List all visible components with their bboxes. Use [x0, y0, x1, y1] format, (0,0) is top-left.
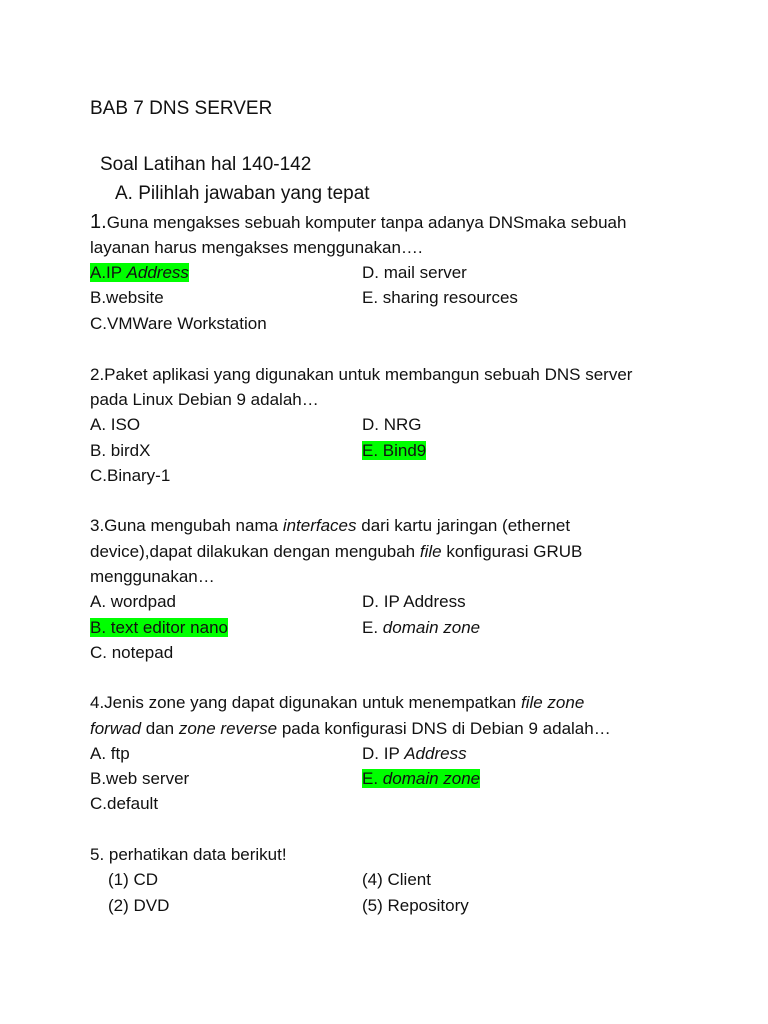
question-2-line-1: 2.Paket aplikasi yang digunakan untuk membangun sebuah DNS server	[90, 365, 633, 384]
q3-text-part: dari kartu jaringan (ethernet	[356, 516, 571, 535]
question-1-option-d: D. mail server	[362, 263, 467, 282]
question-1-option-a	[90, 262, 189, 284]
section-heading: A. Pilihlah jawaban yang tepat	[115, 183, 370, 204]
question-3-line-2	[90, 541, 582, 563]
question-1-option-b: B.website	[90, 288, 164, 307]
option-a-prefix: A.IP	[90, 263, 127, 282]
question-4-option-b: B.web server	[90, 769, 190, 788]
question-5-item-1: (1) CD	[108, 870, 159, 889]
question-5-item-5: (5) Repository	[362, 896, 469, 915]
question-1-line-2: layanan harus mengakses menggunakan….	[90, 238, 423, 257]
question-2-line-2: pada Linux Debian 9 adalah…	[90, 390, 319, 409]
q4-italic-part: zone reverse	[178, 719, 278, 738]
option-d-prefix: D. IP	[362, 744, 405, 763]
answer-highlight	[362, 769, 480, 788]
page-title: BAB 7 DNS SERVER	[90, 98, 273, 119]
q3-italic-part: file	[419, 542, 442, 561]
question-3-option-c: C. notepad	[90, 643, 174, 662]
question-4-option-c: C.default	[90, 794, 159, 813]
answer-highlight: E. Bind9	[362, 441, 427, 460]
question-2-option-e	[362, 440, 426, 462]
question-2-option-a: A. ISO	[90, 415, 141, 434]
question-1-option-e: E. sharing resources	[362, 288, 518, 307]
question-3-option-d: D. IP Address	[362, 592, 466, 611]
q4-text-part: dan	[141, 719, 179, 738]
question-1-line-1	[90, 211, 626, 234]
question-4-line-2	[90, 718, 611, 740]
option-e-italic: domain zone	[382, 769, 481, 788]
q3-text-part: konfigurasi GRUB	[441, 542, 583, 561]
option-d-italic: Address	[404, 744, 467, 763]
question-4-option-a: A. ftp	[90, 744, 130, 763]
question-5-line-1: 5. perhatikan data berikut!	[90, 845, 287, 864]
question-3-option-e	[362, 617, 480, 639]
q4-italic-part: file zone	[520, 693, 585, 712]
option-e-italic: domain zone	[382, 618, 481, 637]
question-2-option-c: C.Binary-1	[90, 466, 171, 485]
q3-italic-part: interfaces	[282, 516, 357, 535]
answer-highlight	[90, 263, 189, 282]
question-1-number: 1.	[90, 211, 107, 233]
question-2-option-b: B. birdX	[90, 441, 151, 460]
question-1-text-1: Guna mengakses sebuah komputer tanpa adanya DNSmaka sebuah	[106, 213, 627, 232]
question-4-option-d	[362, 743, 467, 765]
question-4-line-1	[90, 692, 584, 714]
q3-text-part: device),dapat dilakukan dengan mengubah	[90, 542, 420, 561]
question-3-option-a: A. wordpad	[90, 592, 176, 611]
answer-highlight: B. text editor nano	[90, 618, 228, 637]
question-5-item-2: (2) DVD	[108, 896, 170, 915]
option-e-prefix: E.	[362, 618, 383, 637]
question-5-item-4: (4) Client	[362, 870, 431, 889]
q4-text-part: pada konfigurasi DNS di Debian 9 adalah…	[277, 719, 611, 738]
question-4-option-e	[362, 768, 480, 790]
question-3-line-1	[90, 515, 570, 537]
option-a-italic: Address	[126, 263, 189, 282]
option-e-prefix: E.	[362, 769, 383, 788]
q3-text-part: 3.Guna mengubah nama	[90, 516, 283, 535]
q4-text-part: 4.Jenis zone yang dapat digunakan untuk menempatkan	[90, 693, 521, 712]
q4-italic-part: forwad	[90, 719, 142, 738]
question-3-line-3: menggunakan…	[90, 567, 215, 586]
question-2-option-d: D. NRG	[362, 415, 422, 434]
question-3-option-b	[90, 617, 228, 639]
question-1-option-c: C.VMWare Workstation	[90, 314, 267, 333]
page-subtitle: Soal Latihan hal 140-142	[100, 154, 312, 175]
